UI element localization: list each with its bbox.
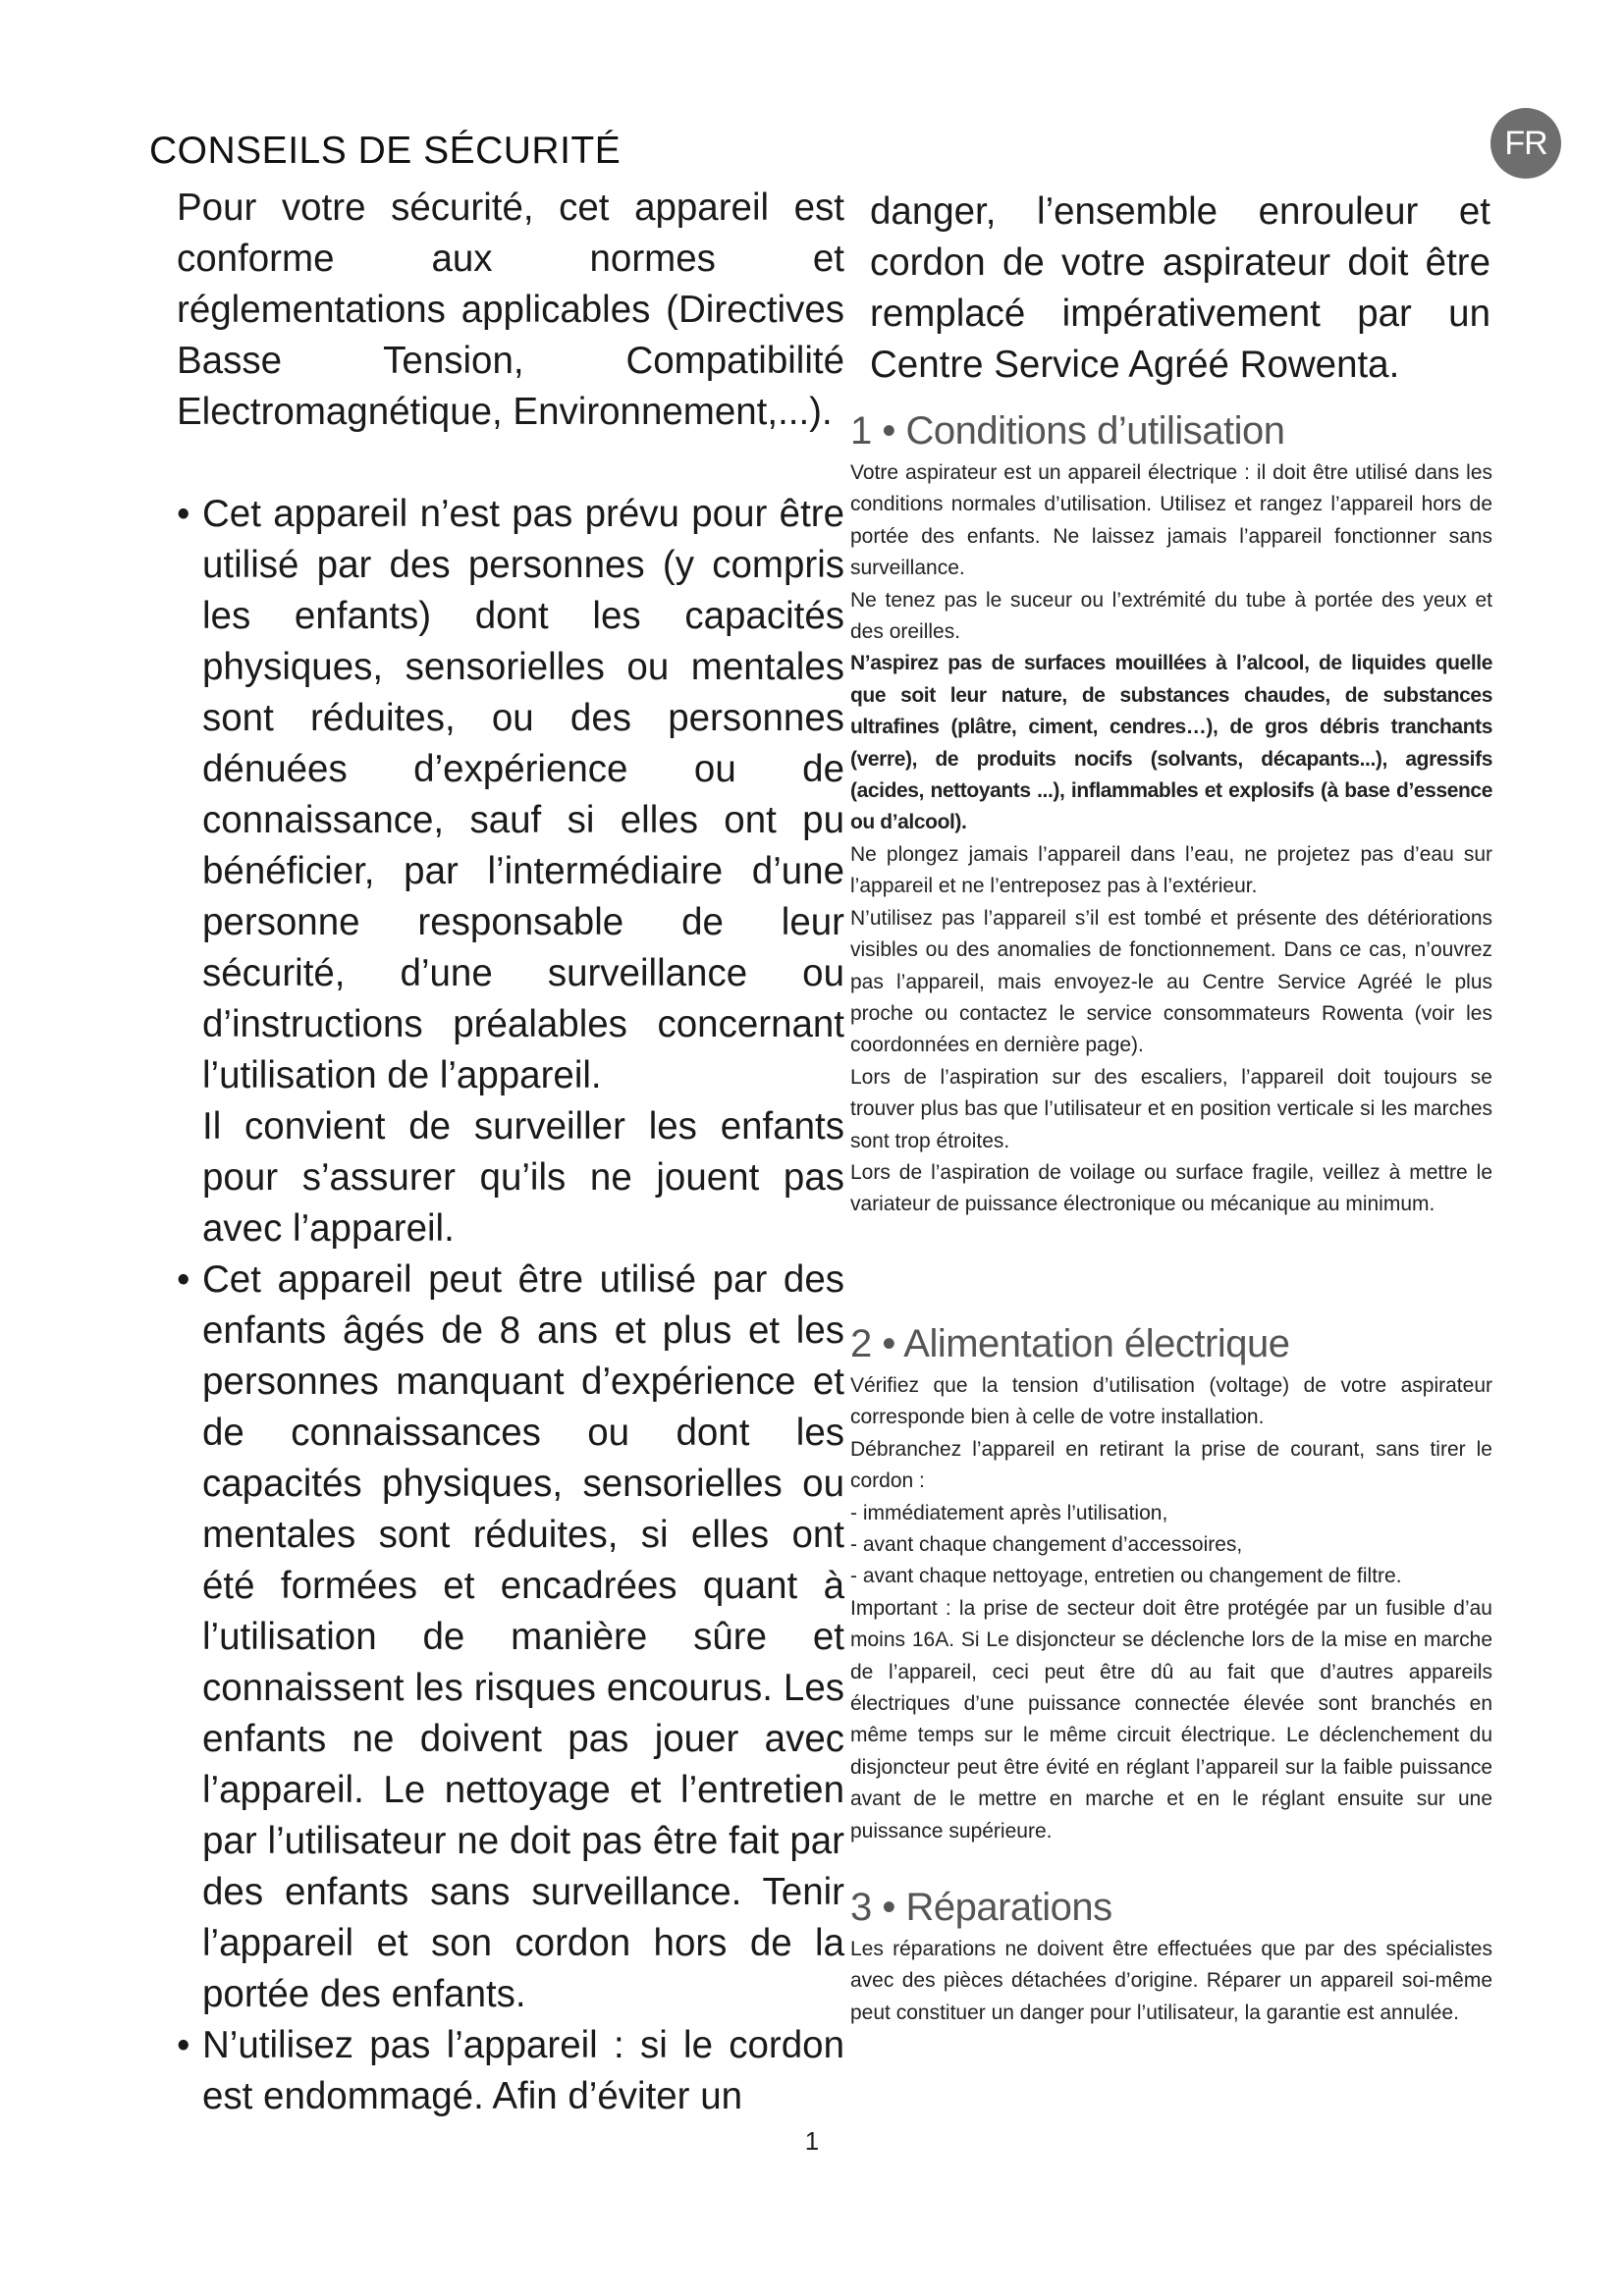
section-alimentation [850, 1321, 1492, 1847]
section-paragraph: Débranchez l’appareil en retirant la prise de courant, sans tirer le cordon : [850, 1437, 1492, 1493]
section-reparations [850, 1885, 1492, 2029]
section-body [850, 1370, 1492, 1847]
section-paragraph: Lors de l’aspiration de voilage ou surface fragile, veillez à mettre le variateur de puissance électronique ou mécanique au minimum. [850, 1160, 1492, 1216]
section-heading: 1 • Conditions d’utilisation [850, 409, 1285, 453]
section-paragraph: N’utilisez pas l’appareil s’il est tombé et présente des détériorations visibles ou des anomalies de fonctionnement. Dans ce cas, n’ouvrez pas l’appareil, mais envoyez-le au Centre Service Agréé le plus proche ou contactez le service consommateurs Rowenta (voir les coordonnées en dernière page). [850, 906, 1492, 1057]
section-paragraph: Ne tenez pas le suceur ou l’extrémité du tube à portée des yeux et des oreilles. [850, 588, 1492, 644]
section-list-item: - avant chaque changement d’accessoires, [850, 1533, 1243, 1557]
section-body [850, 1934, 1492, 2029]
bullet-paragraph: • Cet appareil peut être utilisé par des enfants âgés de 8 ans et plus et les personnes manquant d’expérience et de connaissances ou dont les capacités physiques, sensorielles ou mentales sont réduites, si elles ont été formées et encadrées quant à l’utilisation de manière sûre et connaissent les risques encourus. Les enfants ne doivent pas jouer avec l’appareil. Le nettoyage et l’entretien par l’utilisateur ne doit pas être fait par des enfants sans surveillance. Tenir l’appareil et son cordon hors de la portée des enfants. [202, 1258, 844, 2015]
bullet-paragraph: • Cet appareil n’est pas prévu pour être utilisé par des personnes (y compris les enfants) dont les capacités physiques, sensorielles ou mentales sont réduites, ou des personnes dénuées d’expérience ou de connaissance, sauf si elles ont pu bénéficier, par l’intermédiaire d’une personne responsable de leur sécurité, d’une surveillance ou d’instructions préalables concernant l’utilisation de l’appareil. [202, 493, 844, 1096]
section-paragraph: Les réparations ne doivent être effectuées que par des spécialistes avec des pièces détachées d’origine. Réparer un appareil soi-même peut constituer un danger pour l’utilisateur, la garantie est annulée. [850, 1938, 1492, 2024]
section-paragraph: Vérifiez que la tension d’utilisation (voltage) de votre aspirateur corresponde bien à celle de votre installation. [850, 1374, 1492, 1429]
intro-paragraph: Pour votre sécurité, cet appareil est conforme aux normes et réglementations applicables (Directives Basse Tension, Compatibilité Electromagnétique, Environnement,...). [177, 187, 844, 433]
bullet-continuation-text: danger, l’ensemble enrouleur et cordon de votre aspirateur doit être remplacé impérativement par un Centre Service Agréé Rowenta. [870, 190, 1490, 386]
page-title: CONSEILS DE SÉCURITÉ [149, 130, 622, 172]
section-paragraph-warning: N’aspirez pas de surfaces mouillées à l’alcool, de liquides quelle que soit leur nature, de substances chaudes, de substances ultrafines (plâtre, ciment, cendres…), de gros débris tranchants (verre), de produits nocifs (solvants, décapants...), agressifs (acides, nettoyants ...), inflammables et explosifs (à base d’essence ou d’alcool). [850, 652, 1492, 834]
left-column [177, 183, 844, 2122]
bullet-paragraph: • N’utilisez pas l’appareil : si le cordon est endommagé. Afin d’éviter un [202, 2024, 844, 2117]
section-paragraph: Votre aspirateur est un appareil électrique : il doit être utilisé dans les conditions normales d’utilisation. Utilisez et rangez l’appareil hors de portée des enfants. Ne laissez jamais l’appareil fonctionner sans surveillance. [850, 461, 1492, 580]
section-body [850, 457, 1492, 1221]
page-number: 1 [804, 2126, 820, 2156]
section-list-item: - avant chaque nettoyage, entretien ou changement de filtre. [850, 1565, 1402, 1588]
section-paragraph: Ne plongez jamais l’appareil dans l’eau, ne projetez pas d’eau sur l’appareil et ne l’entreposez pas à l’extérieur. [850, 842, 1492, 898]
bullet-item [177, 1255, 844, 2020]
bullet-item [177, 489, 844, 1255]
section-list-item: - immédiatement après l’utilisation, [850, 1501, 1168, 1524]
language-badge: FR [1490, 108, 1561, 179]
bullet-paragraph: Il convient de surveiller les enfants pour s’assurer qu’ils ne jouent pas avec l’appareil. [202, 1105, 844, 1250]
section-paragraph: Lors de l’aspiration sur des escaliers, l’appareil doit toujours se trouver plus bas que l’utilisateur et en position verticale si les marches sont trop étroites. [850, 1065, 1492, 1152]
section-heading: 3 • Réparations [850, 1886, 1112, 1929]
section-paragraph: Important : la prise de secteur doit être protégée par un fusible d’au moins 16A. Si Le disjoncteur se déclenche lors de la mise en marche de l’appareil, ceci peut être dû au fait que d’autres appareils électriques d’une puissance connectée élevée sont branchés en même temps sur le même circuit électrique. Le déclenchement du disjoncteur peut être évité en réglant l’appareil sur la faible puissance avant de le mettre en marche et en le réglant ensuite sur une puissance supérieure. [850, 1596, 1492, 1842]
section-conditions [850, 408, 1492, 1221]
section-heading: 2 • Alimentation électrique [850, 1322, 1290, 1365]
bullet-continuation [870, 187, 1490, 391]
bullet-item [177, 2020, 844, 2122]
